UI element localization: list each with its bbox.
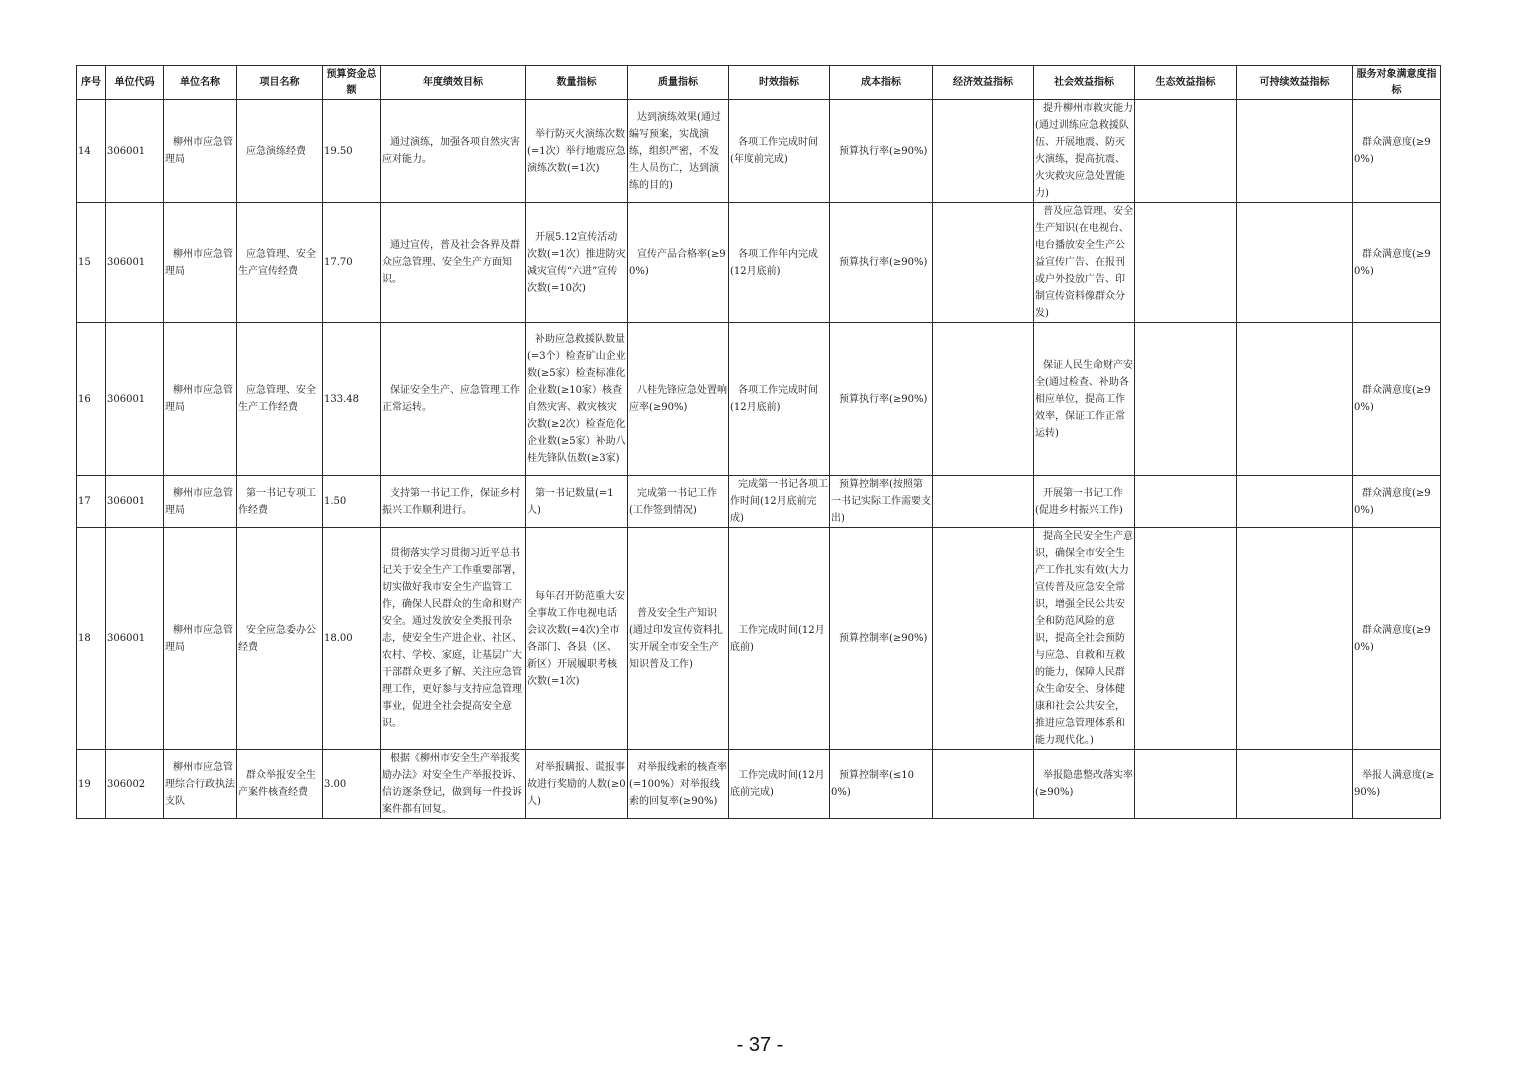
social-indicator: 提升柳州市救灾能力(通过训练应急救援队伍、开展地震、防灭火演练，提高抗震、火灾救灾应急处置能力)	[1034, 100, 1135, 203]
unit-name: 柳州市应急管理局	[164, 476, 237, 528]
social-indicator: 保证人民生命财产安全(通过检查、补助各相应单位，提高工作效率，保证工作正常运转)	[1034, 323, 1135, 476]
sustainable-indicator	[1237, 203, 1353, 323]
project-name: 安全应急委办公经费	[237, 528, 323, 750]
project-name: 应急管理、安全生产宣传经费	[237, 203, 323, 323]
budget-amount: 17.70	[323, 203, 381, 323]
table-row	[77, 528, 1441, 750]
sustainable-indicator	[1237, 100, 1353, 203]
cost-indicator: 预算控制率(≥90%)	[830, 528, 933, 750]
social-indicator: 普及应急管理、安全生产知识(在电视台、电台播放安全生产公益宣传广告、在报刊或户外投放广告、印制宣传资料像群众分发)	[1034, 203, 1135, 323]
timeliness-indicator: 工作完成时间(12月底前完成)	[729, 750, 830, 819]
table-row	[77, 100, 1441, 203]
table-row	[77, 323, 1441, 476]
satisfaction-indicator: 群众满意度(≥90%)	[1353, 476, 1441, 528]
unit-code: 306001	[106, 203, 164, 323]
header-cell: 经济效益指标	[933, 66, 1034, 100]
timeliness-indicator: 各项工作年内完成(12月底前)	[729, 203, 830, 323]
annual-goal: 根据《柳州市安全生产举报奖励办法》对安全生产举报投诉、信访逐条登记，做到每一件投诉案件都有回复。	[381, 750, 526, 819]
cost-indicator: 预算控制率(≤100%)	[830, 750, 933, 819]
header-cell: 社会效益指标	[1034, 66, 1135, 100]
timeliness-indicator: 完成第一书记各项工作时间(12月底前完成)	[729, 476, 830, 528]
social-indicator: 提高全民安全生产意识，确保全市安全生产工作扎实有效(大力宣传普及应急安全常识，增强全民公共安全和防范风险的意识，提高全社会预防与应急、自救和互救的能力，保障人民群众生命安全、身体健康和社会公共安全，推进应急管理体系和能力现代化。)	[1034, 528, 1135, 750]
header-cell: 可持续效益指标	[1237, 66, 1353, 100]
budget-amount: 19.50	[323, 100, 381, 203]
header-cell: 质量指标	[628, 66, 729, 100]
timeliness-indicator: 工作完成时间(12月底前)	[729, 528, 830, 750]
annual-goal: 贯彻落实学习贯彻习近平总书记关于安全生产工作重要部署，切实做好我市安全生产监管工作，确保人民群众的生命和财产安全。通过发放安全类报刊杂志，使安全生产进企业、社区、农村、学校、家庭，让基层广大干部群众更多了解、关注应急管理工作，更好参与支持应急管理事业，促进全社会提高安全意识。	[381, 528, 526, 750]
unit-name: 柳州市应急管理综合行政执法支队	[164, 750, 237, 819]
cost-indicator: 预算执行率(≥90%)	[830, 100, 933, 203]
social-indicator: 开展第一书记工作(促进乡村振兴工作)	[1034, 476, 1135, 528]
header-cell: 年度绩效目标	[381, 66, 526, 100]
social-indicator: 举报隐患整改落实率(≥90%)	[1034, 750, 1135, 819]
sustainable-indicator	[1237, 750, 1353, 819]
budget-amount: 3.00	[323, 750, 381, 819]
timeliness-indicator: 各项工作完成时间(年度前完成)	[729, 100, 830, 203]
annual-goal: 通过演练，加强各项自然灾害应对能力。	[381, 100, 526, 203]
economic-indicator	[933, 203, 1034, 323]
sustainable-indicator	[1237, 476, 1353, 528]
quality-indicator: 八桂先锋应急处置响应率(≥90%)	[628, 323, 729, 476]
header-cell: 序号	[77, 66, 106, 100]
cost-indicator: 预算执行率(≥90%)	[830, 323, 933, 476]
unit-name: 柳州市应急管理局	[164, 100, 237, 203]
header-cell: 生态效益指标	[1135, 66, 1237, 100]
table-row	[77, 750, 1441, 819]
row-index: 18	[77, 528, 106, 750]
ecological-indicator	[1135, 100, 1237, 203]
project-name: 第一书记专项工作经费	[237, 476, 323, 528]
satisfaction-indicator: 群众满意度(≥90%)	[1353, 323, 1441, 476]
ecological-indicator	[1135, 323, 1237, 476]
quantity-indicator: 开展5.12宣传活动次数(=1次）推进防灾减灾宣传“六进”宣传次数(=10次)	[526, 203, 628, 323]
unit-code: 306002	[106, 750, 164, 819]
quality-indicator: 宣传产品合格率(≥90%)	[628, 203, 729, 323]
quality-indicator: 普及安全生产知识(通过印发宣传资料扎实开展全市安全生产知识普及工作)	[628, 528, 729, 750]
header-cell: 预算资金总额	[323, 66, 381, 100]
row-index: 19	[77, 750, 106, 819]
project-name: 应急演练经费	[237, 100, 323, 203]
timeliness-indicator: 各项工作完成时间(12月底前)	[729, 323, 830, 476]
row-index: 17	[77, 476, 106, 528]
header-cell: 单位代码	[106, 66, 164, 100]
satisfaction-indicator: 群众满意度(≥90%)	[1353, 100, 1441, 203]
sustainable-indicator	[1237, 323, 1353, 476]
header-cell: 服务对象满意度指标	[1353, 66, 1441, 100]
header-cell: 成本指标	[830, 66, 933, 100]
table-row	[77, 203, 1441, 323]
quality-indicator: 对举报线索的核查率(=100%）对举报线索的回复率(≥90%)	[628, 750, 729, 819]
quantity-indicator: 举行防灭火演练次数(=1次）举行地震应急演练次数(=1次)	[526, 100, 628, 203]
project-name: 群众举报安全生产案件核查经费	[237, 750, 323, 819]
ecological-indicator	[1135, 750, 1237, 819]
annual-goal: 通过宣传，普及社会各界及群众应急管理、安全生产方面知识。	[381, 203, 526, 323]
budget-amount: 133.48	[323, 323, 381, 476]
ecological-indicator	[1135, 476, 1237, 528]
satisfaction-indicator: 举报人满意度(≥90%)	[1353, 750, 1441, 819]
economic-indicator	[933, 100, 1034, 203]
table-header-row	[77, 66, 1441, 100]
economic-indicator	[933, 528, 1034, 750]
economic-indicator	[933, 750, 1034, 819]
quality-indicator: 完成第一书记工作(工作签到情况)	[628, 476, 729, 528]
budget-amount: 18.00	[323, 528, 381, 750]
row-index: 16	[77, 323, 106, 476]
sustainable-indicator	[1237, 528, 1353, 750]
quantity-indicator: 补助应急救援队数量(=3个）检查矿山企业数(≥5家）检查标准化企业数(≥10家）核查自然灾害、救灾核灾次数(≥2次）检查危化企业数(≥5家）补助八桂先锋队伍数(≥3家)	[526, 323, 628, 476]
cost-indicator: 预算控制率(按照第一书记实际工作需要支出)	[830, 476, 933, 528]
ecological-indicator	[1135, 203, 1237, 323]
unit-name: 柳州市应急管理局	[164, 203, 237, 323]
satisfaction-indicator: 群众满意度(≥90%)	[1353, 528, 1441, 750]
economic-indicator	[933, 323, 1034, 476]
unit-code: 306001	[106, 476, 164, 528]
header-cell: 项目名称	[237, 66, 323, 100]
unit-code: 306001	[106, 323, 164, 476]
table-row	[77, 476, 1441, 528]
header-cell: 单位名称	[164, 66, 237, 100]
project-name: 应急管理、安全生产工作经费	[237, 323, 323, 476]
unit-code: 306001	[106, 100, 164, 203]
cost-indicator: 预算执行率(≥90%)	[830, 203, 933, 323]
ecological-indicator	[1135, 528, 1237, 750]
quantity-indicator: 第一书记数量(=1人)	[526, 476, 628, 528]
unit-code: 306001	[106, 528, 164, 750]
annual-goal: 支持第一书记工作，保证乡村振兴工作顺利进行。	[381, 476, 526, 528]
annual-goal: 保证安全生产、应急管理工作正常运转。	[381, 323, 526, 476]
row-index: 15	[77, 203, 106, 323]
row-index: 14	[77, 100, 106, 203]
unit-name: 柳州市应急管理局	[164, 528, 237, 750]
header-cell: 时效指标	[729, 66, 830, 100]
quality-indicator: 达到演练效果(通过编写预案，实战演练，组织严密，不发生人员伤亡，达到演练的目的)	[628, 100, 729, 203]
quantity-indicator: 每年召开防范重大安全事故工作电视电话会议次数(=4次)全市各部门、各县（区、新区）开展履职考核次数(=1次)	[526, 528, 628, 750]
unit-name: 柳州市应急管理局	[164, 323, 237, 476]
budget-amount: 1.50	[323, 476, 381, 528]
quantity-indicator: 对举报瞒报、谎报事故进行奖励的人数(≥0人)	[526, 750, 628, 819]
performance-table	[76, 65, 1441, 819]
satisfaction-indicator: 群众满意度(≥90%)	[1353, 203, 1441, 323]
economic-indicator	[933, 476, 1034, 528]
header-cell: 数量指标	[526, 66, 628, 100]
page-number: - 37 -	[736, 1034, 784, 1056]
